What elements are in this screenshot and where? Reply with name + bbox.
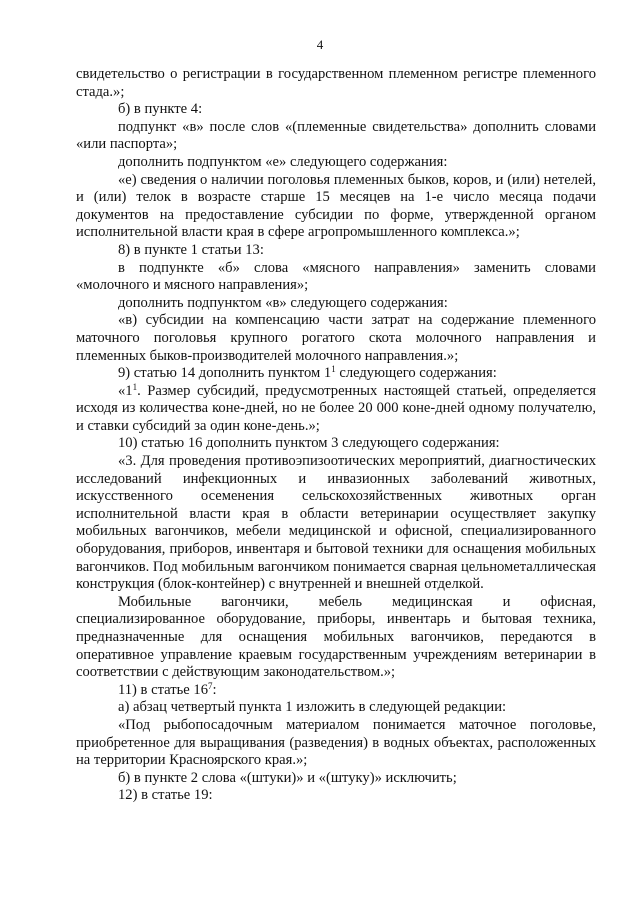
paragraph-text: б) в пункте 2 слова «(штуки)» и «(штуку)» исключить; [118,769,457,786]
paragraph-text: свидетельство о регистрации в государственном племенном регистре племенного стада.»; [76,66,596,100]
paragraph [76,787,596,805]
superscript: 1 [331,364,336,375]
paragraph [76,295,596,313]
paragraph-text-continued: следующего содержания: [335,365,497,382]
paragraph-text: 8) в пункте 1 статьи 13: [118,241,264,258]
paragraph-text: 10) статью 16 дополнить пунктом 3 следующего содержания: [118,435,500,452]
paragraph [76,101,596,119]
paragraph [76,312,596,365]
paragraph [76,717,596,770]
paragraph [76,770,596,788]
paragraph [76,365,596,383]
paragraph-text: «в) субсидии на компенсацию части затрат на содержание племенного маточного поголовья крупного рогатого скота молочного направления и племенных быков-производителей молочного направления.»; [76,312,596,364]
paragraph-text-continued: . Размер субсидий, предусмотренных настоящей статьей, определяется исходя из количества коне-дней, но не более 20 000 коне-дней одному получателю, и ставки субсидий за один коне-день.»; [76,382,596,434]
paragraph-text-continued: : [212,681,217,698]
superscript: 1 [132,381,138,392]
paragraph [76,260,596,295]
paragraph-text: «1 [118,382,133,399]
paragraph-text: 12) в статье 19: [118,787,213,804]
superscript: 7 [208,680,213,691]
paragraph-text: «Под рыбопосадочным материалом понимается маточное поголовье, приобретенное для выращивания (разведения) в водных объектах, расположенных на территории Красноярского края.»; [76,716,596,769]
paragraph [76,383,596,436]
paragraph [76,242,596,260]
paragraph [76,453,596,594]
paragraph [76,66,596,101]
paragraph-text: дополнить подпунктом «в» следующего содержания: [118,294,448,311]
document-body [76,66,596,805]
paragraph-text: б) в пункте 4: [118,101,203,118]
paragraph [76,172,596,242]
paragraph-text: подпункт «в» после слов «(племенные свидетельства» дополнить словами «или паспорта»; [76,118,596,153]
paragraph [76,154,596,172]
page-number: 4 [316,37,324,52]
paragraph-text: а) абзац четвертый пункта 1 изложить в следующей редакции: [118,699,507,716]
paragraph [76,594,596,682]
paragraph [76,682,596,700]
paragraph [76,119,596,154]
paragraph-text: 9) статью 14 дополнить пунктом 1 [118,365,332,382]
paragraph-text: «3. Для проведения противоэпизоотических мероприятий, диагностических исследований инфекционных и инвазионных заболеваний животных, искусственного осеменения сельскохозяйственных животных орган исполнительной власти края в области ветеринарии осуществляет закупку мобильных вагончиков, мебели медицинской и офисной, специализированного оборудования, приборов, инвентаря и бытовой техники для оснащения мобильных вагончиков. Под мобильным вагончиком понимается сварная цельнометаллическая конструкция (блок-контейнер) с внутренней и внешней отделкой. [76,453,596,593]
paragraph-text: 11) в статье 16 [118,681,208,698]
paragraph [76,699,596,717]
paragraph-text: «е) сведения о наличии поголовья племенных быков, коров, и (или) нетелей, и (или) телок в возрасте старше 15 месяцев на 1-е число месяца подачи документов на предоставление субсидии по форме, утвержденной органом исполнительной власти края в сфере агропромышленного комплекса.»; [76,171,596,241]
paragraph-text: Мобильные вагончики, мебель медицинская и офисная, специализированное оборудование, приборы, инвентарь и бытовая техника, предназначенные для оснащения мобильных вагончиков, передаются в оперативное управление краевым государственным учреждениям ветеринарии в соответствии с действующим законодательством.»; [76,593,596,681]
paragraph-text: дополнить подпунктом «е» следующего содержания: [118,153,448,170]
paragraph-text: в подпункте «б» слова «мясного направления» заменить словами «молочного и мясного направления»; [76,259,596,294]
paragraph [76,435,596,453]
